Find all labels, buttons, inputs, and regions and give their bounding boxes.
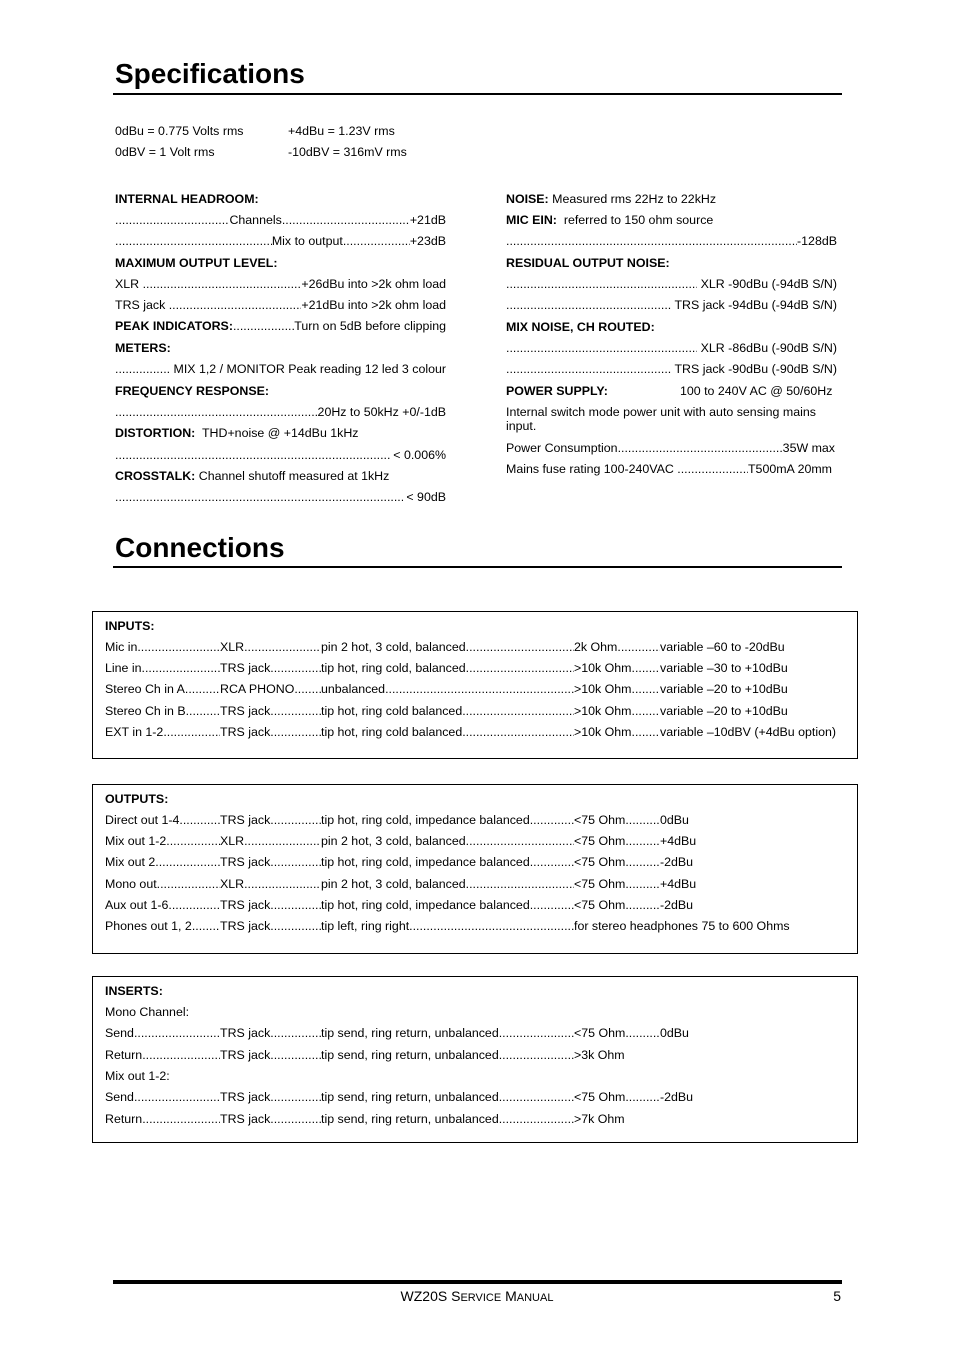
connection-name-cell: Return ..... — [105, 1048, 220, 1063]
mix-noise-trs-value: TRS jack -90dBu (-90dB S/N) — [674, 362, 837, 376]
connection-conn-cell: TRS jack ..... — [220, 813, 321, 828]
connection-imp-cell: >3k Ohm — [574, 1047, 625, 1062]
connection-wiring-cell: pin 2 hot, 3 cold, balanced ..... — [321, 877, 574, 892]
connection-imp-cell: >10k Ohm ..... — [574, 725, 660, 740]
connection-wiring-cell: tip send, ring return, unbalanced ..... — [321, 1048, 574, 1063]
connection-name-cell: EXT in 1-2 ..... — [105, 725, 220, 740]
connection-conn-cell: RCA PHONO ..... — [220, 682, 321, 697]
connection-conn-cell: TRS jack ..... — [220, 704, 321, 719]
ref-dbv: 0dBV = 1 Volt rms — [115, 145, 215, 159]
connection-name-cell: Phones out 1, 2 ..... — [105, 919, 220, 934]
connections-rule — [113, 566, 842, 568]
connection-wiring-cell: tip left, ring right ..... — [321, 919, 574, 934]
connection-imp-cell: <75 Ohm ..... — [574, 813, 660, 828]
max-output-xlr-label: XLR — [115, 277, 140, 291]
power-consumption-value: 35W max — [782, 441, 835, 455]
connection-imp-cell: <75 Ohm ..... — [574, 855, 660, 870]
connection-row — [105, 898, 860, 913]
footer-manual: MANUAL — [505, 1288, 554, 1304]
connection-row — [105, 834, 860, 849]
noise-desc: Measured rms 22Hz to 22kHz — [552, 192, 717, 206]
connection-conn-cell: TRS jack ..... — [220, 1112, 321, 1127]
mix-noise-xlr-row — [506, 341, 837, 356]
connection-imp-cell: >7k Ohm — [574, 1111, 625, 1126]
connection-name-cell: Direct out 1-4 ..... — [105, 813, 220, 828]
connection-imp-cell: <75 Ohm ..... — [574, 1090, 660, 1105]
meters-value: MIX 1,2 / MONITOR Peak reading 12 led 3 colour — [173, 362, 446, 376]
max-output-heading: MAXIMUM OUTPUT LEVEL: — [115, 256, 278, 270]
connection-level-cell: variable –30 to +10dBu — [660, 661, 788, 676]
connection-imp-cell: <75 Ohm ..... — [574, 834, 660, 849]
connection-level-cell: +4dBu — [660, 876, 697, 891]
connection-conn-cell: TRS jack ..... — [220, 919, 321, 934]
connection-level-cell: -2dBu — [660, 1090, 694, 1104]
connection-conn-cell: TRS jack ..... — [220, 1090, 321, 1105]
mic-ein-label: MIC EIN: — [506, 213, 557, 227]
connection-wiring-cell: tip hot, ring cold, impedance balanced ..... — [321, 855, 574, 870]
connection-wiring-cell: tip send, ring return, unbalanced ..... — [321, 1026, 574, 1041]
headroom-mix-label: Mix to output — [271, 234, 343, 248]
connection-name-cell: Stereo Ch in A ..... — [105, 682, 220, 697]
headroom-channels-label: Channels — [229, 213, 282, 227]
connection-row — [105, 919, 860, 934]
headroom-channels-value: +21dB — [409, 213, 446, 227]
peak-indicators-row — [115, 319, 446, 334]
connection-row — [105, 640, 860, 655]
inserts-box — [92, 976, 858, 1143]
footer-rule — [113, 1280, 842, 1284]
connection-row — [105, 1048, 860, 1063]
connection-imp-cell: <75 Ohm ..... — [574, 1026, 660, 1041]
power-consumption-row — [506, 441, 835, 456]
mix-noise-xlr-value: XLR -86dBu (-90dB S/N) — [700, 341, 837, 355]
headroom-mix-row — [115, 234, 446, 249]
connection-level-cell: -2dBu — [660, 897, 694, 912]
mix-noise-heading: MIX NOISE, CH ROUTED: — [506, 320, 655, 334]
connection-row — [105, 725, 860, 740]
power-supply-label: POWER SUPPLY: — [506, 384, 608, 398]
connection-conn-cell: TRS jack ..... — [220, 1048, 321, 1063]
fuse-rating-label: Mains fuse rating 100-240VAC — [506, 462, 674, 476]
power-supply-value: 100 to 240V AC @ 50/60Hz — [680, 384, 833, 398]
mic-ein-line — [506, 213, 713, 228]
inputs-box — [92, 611, 858, 759]
freq-response-row — [115, 405, 446, 420]
crosstalk-value: < 90dB — [406, 490, 446, 504]
connection-name-cell: Send ..... — [105, 1026, 220, 1041]
connection-imp-cell: for stereo headphones 75 to 600 Ohms — [574, 919, 790, 933]
connection-row — [105, 813, 860, 828]
distortion-line — [115, 426, 359, 441]
connection-row — [105, 682, 860, 697]
footer-model: WZ20S — [400, 1288, 448, 1304]
connection-name-cell: Line in ..... — [105, 661, 220, 676]
connection-level-cell: +4dBu — [660, 834, 697, 849]
connection-row — [105, 704, 860, 719]
freq-response-value: 20Hz to 50kHz +0/-1dB — [317, 405, 446, 419]
connection-conn-cell: TRS jack ..... — [220, 725, 321, 740]
connection-wiring-cell: tip send, ring return, unbalanced ..... — [321, 1112, 574, 1127]
connection-wiring-cell: unbalanced ..... — [321, 682, 574, 697]
ref-dbv-10: -10dBV = 316mV rms — [288, 145, 407, 159]
connection-wiring-cell: pin 2 hot, 3 cold, balanced ..... — [321, 640, 574, 655]
title-rule — [113, 93, 842, 95]
connection-conn-cell: TRS jack ..... — [220, 855, 321, 870]
max-output-trs-row — [115, 298, 446, 313]
connection-name-cell: Mono out ..... — [105, 877, 220, 892]
outputs-box — [92, 784, 858, 954]
connection-conn-cell: TRS jack ..... — [220, 898, 321, 913]
fuse-rating-row — [506, 462, 832, 477]
headroom-mix-value: +23dB — [409, 234, 446, 248]
footer-title — [0, 1288, 954, 1307]
connection-level-cell: 0dBu — [660, 1026, 689, 1040]
connection-wiring-cell: tip hot, ring cold balanced ..... — [321, 704, 574, 719]
connection-row — [105, 1112, 860, 1127]
max-output-xlr-value: +26dBu into >2k ohm load — [301, 277, 446, 291]
connection-row — [105, 1090, 860, 1105]
connection-conn-cell: TRS jack ..... — [220, 661, 321, 676]
noise-line — [506, 192, 716, 207]
connection-wiring-cell: tip hot, ring cold balanced ..... — [321, 725, 574, 740]
connection-name-cell: Mic in ..... — [105, 640, 220, 655]
ref-dbu-4: +4dBu = 1.23V rms — [288, 124, 395, 138]
crosstalk-line — [115, 469, 389, 484]
noise-label: NOISE: — [506, 192, 549, 206]
max-output-xlr-row — [115, 277, 446, 292]
page-number: 5 — [833, 1288, 841, 1304]
connections-title: Connections — [115, 532, 285, 563]
connection-row — [105, 855, 860, 870]
residual-xlr-row — [506, 277, 837, 292]
connection-imp-cell: >10k Ohm ..... — [574, 682, 660, 697]
specifications-title: Specifications — [115, 58, 305, 89]
connection-wiring-cell: tip hot, ring cold, balanced ..... — [321, 661, 574, 676]
connection-wiring-cell: tip send, ring return, unbalanced ..... — [321, 1090, 574, 1105]
mix-noise-trs-row — [506, 362, 837, 377]
connection-row — [105, 877, 860, 892]
freq-response-heading: FREQUENCY RESPONSE: — [115, 384, 269, 398]
fuse-rating-value: T500mA 20mm — [747, 462, 832, 476]
connection-name-cell: Return ..... — [105, 1112, 220, 1127]
internal-headroom-heading: INTERNAL HEADROOM: — [115, 192, 259, 206]
residual-trs-value: TRS jack -94dBu (-94dB S/N) — [674, 298, 837, 312]
max-output-trs-label: TRS jack — [115, 298, 166, 312]
connection-name-cell: Aux out 1-6 ..... — [105, 898, 220, 913]
crosstalk-label: CROSSTALK: — [115, 469, 196, 483]
headroom-channels-row — [115, 213, 446, 228]
inserts-title: INSERTS: — [105, 984, 163, 998]
peak-indicators-label: PEAK INDICATORS: — [115, 319, 233, 333]
power-supply-desc: Internal switch mode power unit with auto sensing mains input. — [506, 405, 816, 433]
meters-row — [115, 362, 446, 377]
connection-conn-cell: XLR ..... — [220, 834, 321, 849]
connection-name-cell: Mix out 2 ..... — [105, 855, 220, 870]
connection-level-cell: 0dBu — [660, 813, 689, 827]
footer-service: SERVICE — [451, 1288, 502, 1304]
connection-imp-cell: <75 Ohm ..... — [574, 877, 660, 892]
max-output-trs-value: +21dBu into >2k ohm load — [301, 298, 446, 312]
crosstalk-row — [115, 490, 446, 505]
meters-heading: METERS: — [115, 341, 171, 355]
connection-imp-cell: <75 Ohm ..... — [574, 898, 660, 913]
connection-level-cell: -2dBu — [660, 855, 694, 870]
connection-name-cell: Stereo Ch in B ..... — [105, 704, 220, 719]
residual-trs-row — [506, 298, 837, 313]
peak-indicators-value: Turn on 5dB before clipping — [294, 319, 446, 333]
distortion-label: DISTORTION: — [115, 426, 196, 440]
connection-level-cell: variable –20 to +10dBu — [660, 703, 788, 718]
mic-ein-desc: referred to 150 ohm source — [563, 213, 714, 227]
distortion-desc: THD+noise @ +14dBu 1kHz — [201, 426, 359, 440]
crosstalk-desc: Channel shutoff measured at 1kHz — [198, 469, 390, 483]
connection-level-cell: variable –10dBV (+4dBu option) — [660, 724, 836, 739]
outputs-title: OUTPUTS: — [105, 792, 169, 806]
connection-wiring-cell: pin 2 hot, 3 cold, balanced ..... — [321, 834, 574, 849]
connection-imp-cell: 2k Ohm ..... — [574, 640, 660, 655]
connection-row — [105, 661, 860, 676]
connection-wiring-cell: tip hot, ring cold, impedance balanced ..... — [321, 898, 574, 913]
connection-imp-cell: >10k Ohm ..... — [574, 704, 660, 719]
inserts-mono-heading: Mono Channel: — [105, 1005, 190, 1019]
inputs-title: INPUTS: — [105, 619, 155, 633]
mic-ein-row — [506, 234, 837, 249]
connection-conn-cell: XLR ..... — [220, 640, 321, 655]
connection-level-cell: variable –20 to +10dBu — [660, 682, 788, 697]
ref-dbu: 0dBu = 0.775 Volts rms — [115, 124, 244, 138]
residual-noise-heading: RESIDUAL OUTPUT NOISE: — [506, 256, 670, 270]
mic-ein-value: -128dB — [797, 234, 837, 248]
connection-row — [105, 1026, 860, 1041]
distortion-row — [115, 448, 446, 463]
connection-imp-cell: >10k Ohm ..... — [574, 661, 660, 676]
connection-conn-cell: TRS jack ..... — [220, 1026, 321, 1041]
connection-conn-cell: XLR ..... — [220, 877, 321, 892]
residual-xlr-value: XLR -90dBu (-94dB S/N) — [700, 277, 837, 291]
distortion-value: < 0.006% — [393, 448, 446, 462]
connection-level-cell: variable –60 to -20dBu — [660, 640, 785, 654]
connection-wiring-cell: tip hot, ring cold, impedance balanced ..... — [321, 813, 574, 828]
power-consumption-label: Power Consumption — [506, 441, 618, 455]
inserts-mix-heading: Mix out 1-2: — [105, 1069, 170, 1083]
connection-name-cell: Mix out 1-2 ..... — [105, 834, 220, 849]
connection-name-cell: Send ..... — [105, 1090, 220, 1105]
